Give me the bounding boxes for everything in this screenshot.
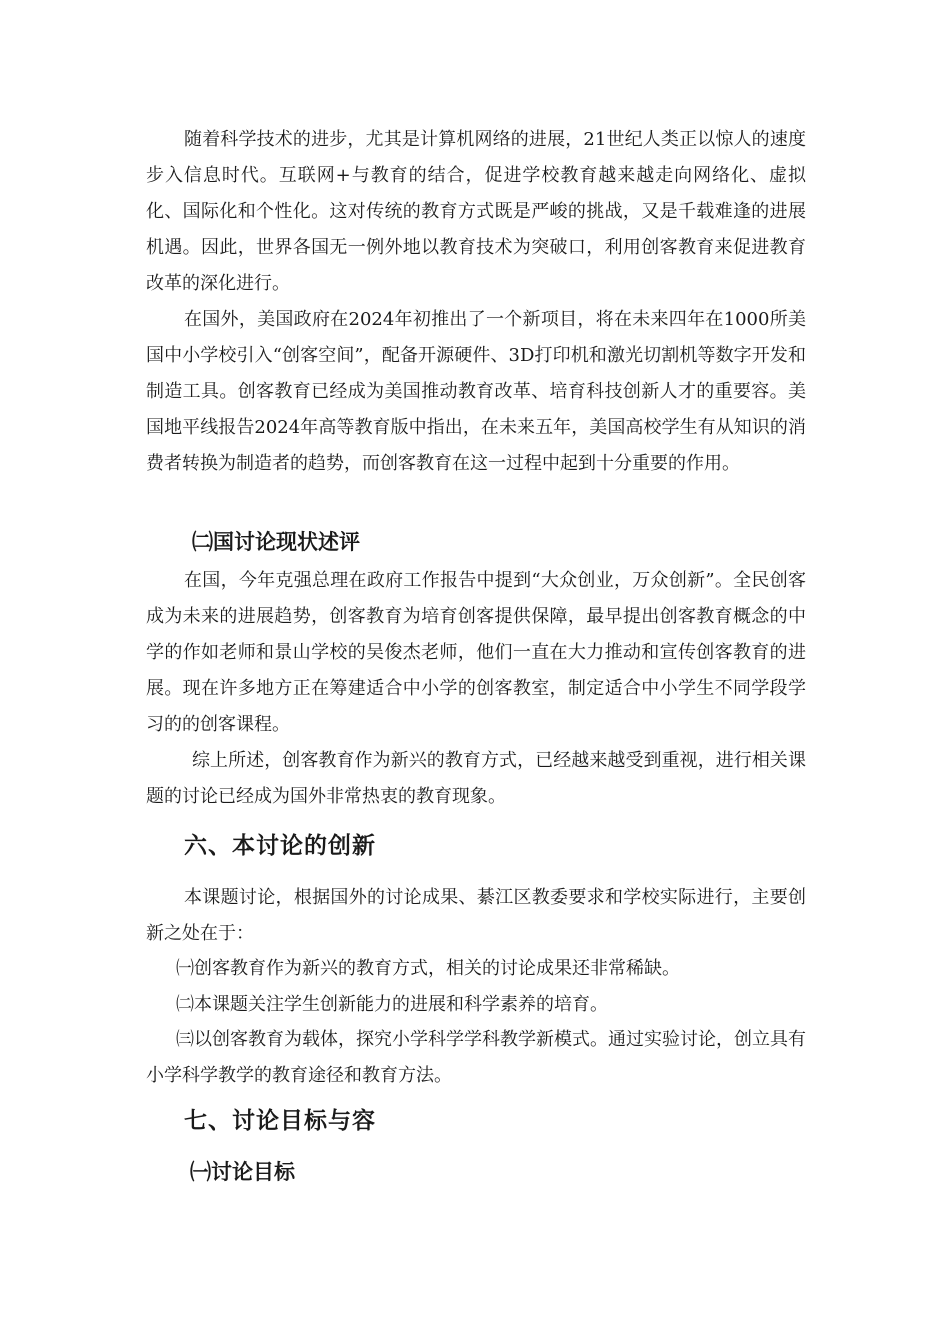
paragraph-summary: 综上所述，创客教育作为新兴的教育方式，已经越来越受到重视，进行相关课题的讨论已经成为国外非常热衷的教育现象。 <box>146 750 806 807</box>
paragraph-innovation-intro: 本课题讨论，根据国外的讨论成果、綦江区教委要求和学校实际进行，主要创新之处在于： <box>146 887 806 944</box>
heading-domestic-status: ㈡国讨论现状述评 <box>192 529 360 554</box>
heading-section-7: 七、讨论目标与容 <box>184 1107 376 1134</box>
list-item-innovation-1: ㈠创客教育作为新兴的教育方式，相关的讨论成果还非常稀缺。 <box>176 958 680 979</box>
heading-section-6: 六、本讨论的创新 <box>184 832 376 859</box>
heading-research-goals: ㈠讨论目标 <box>190 1159 295 1184</box>
paragraph-domestic-status: 在国，今年克强总理在政府工作报告中提到“大众创业，万众创新”。全民创客成为未来的进展趋势，创客教育为培育创客提供保障，最早提出创客教育概念的中学的作如老师和景山学校的吴俊杰老师，他们一直在大力推动和宣传创客教育的进展。现在许多地方正在筹建适合中小学的创客教室，制定适合中小学生不同学段学习的的创客课程。 <box>146 570 806 735</box>
paragraph-foreign-status: 在国外，美国政府在2024年初推出了一个新项目，将在未来四年在1000所美国中小学校引入“创客空间”，配备开源硬件、3D打印机和激光切割机等数字开发和制造工具。创客教育已经成为美国推动教育改革、培育科技创新人才的重要容。美国地平线报告2024年高等教育版中指出，在未来五年，美国高校学生有从知识的消费者转换为制造者的趋势，而创客教育在这一过程中起到十分重要的作用。 <box>146 309 806 474</box>
paragraph-intro: 随着科学技术的进步，尤其是计算机网络的进展，21世纪人类正以惊人的速度步入信息时代。互联网+与教育的结合，促进学校教育越来越走向网络化、虚拟化、国际化和个性化。这对传统的教育方式既是严峻的挑战，又是千载难逢的进展机遇。因此，世界各国无一例外地以教育技术为突破口，利用创客教育来促进教育改革的深化进行。 <box>146 129 806 294</box>
list-item-innovation-3: ㈢以创客教育为载体，探究小学科学学科教学新模式。通过实验讨论，创立具有小学科学教学的教育途径和教育方法。 <box>146 1029 806 1086</box>
list-item-innovation-2: ㈡本课题关注学生创新能力的进展和科学素养的培育。 <box>176 994 608 1015</box>
